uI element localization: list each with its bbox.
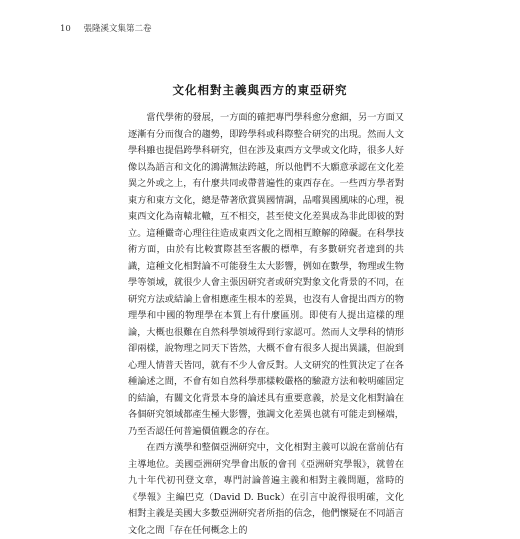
page-number: 10 (60, 24, 71, 34)
running-title: 張隆溪文集第二卷 (83, 24, 152, 34)
article-body (128, 110, 404, 539)
paragraph: 在西方漢學和整個亞洲研究中，文化相對主義可以說在當前佔有主導地位。美國亞洲研究學會出版的會刊《亞洲研究學報》，就曾在九十年代初刊登文章，專門討論普遍主義和相對主義問題，當時的《學報》主編巴克（David D. Buck）在引言中說得很明確，文化相對主義是美國大多數亞洲研究者所指的信念，他們懷疑在不同語言文化之間「存在任何概念上的 (128, 442, 404, 536)
article-title: 文化相對主義與西方的東亞研究 (172, 83, 348, 97)
paragraph: 當代學術的發展，一方面的確把專門學科愈分愈細，另一方面又逐漸有分而復合的趨勢，即跨學科或科際整合研究的出現。然而人文學科雖也提倡跨學科研究，但在涉及東西方文學或文化時，很多人好像以為語言和文化的鴻溝無法跨越，所以他們不大願意承認在文化差異之外或之上，有什麼共同或帶普遍性的東西存在。一些西方學者對東方和東方文化，總是帶著欣賞異國情調，品嚐異國風味的心理，視東西文化為南轅北轍，互不相交，甚至使文化差異成為非此即彼的對立。這種儼奇心理往往造成東西文化之間相互瞭解的障礙。在科學技術方面，由於有比較實際甚至客觀的標準，有多數研究者達到的共識，這種文化相對論不可能發生太大影響，例如在數學，物理或生物學等領域，就很少人會主張因研究者或研究對象文化背景的不同，在研究方法或結論上會相應產生根本的差異，也沒有人會提出西方的物理學和中國的物理學在本質上有什麼區別。即使有人提出這樣的理論，大概也很難在自然科學領域得到行家認可。然而人文學科的情形卻兩樣，說物理之同天下皆然，大概不會有很多人提出異議，但說到心理人情普天皆同，就有不少人會反對。人文研究的性質決定了在各種論述之間，不會有如自然科學那樣較嚴格的驗證方法和較明確固定的結論，有關文化背景本身的論述具有重要意義，於是文化相對論在各個研究領域都產生極大影響，強調文化差異也就有可能走到極端，乃至否認任何普遍價值觀念的存在。 (128, 112, 404, 437)
running-head (60, 22, 152, 34)
